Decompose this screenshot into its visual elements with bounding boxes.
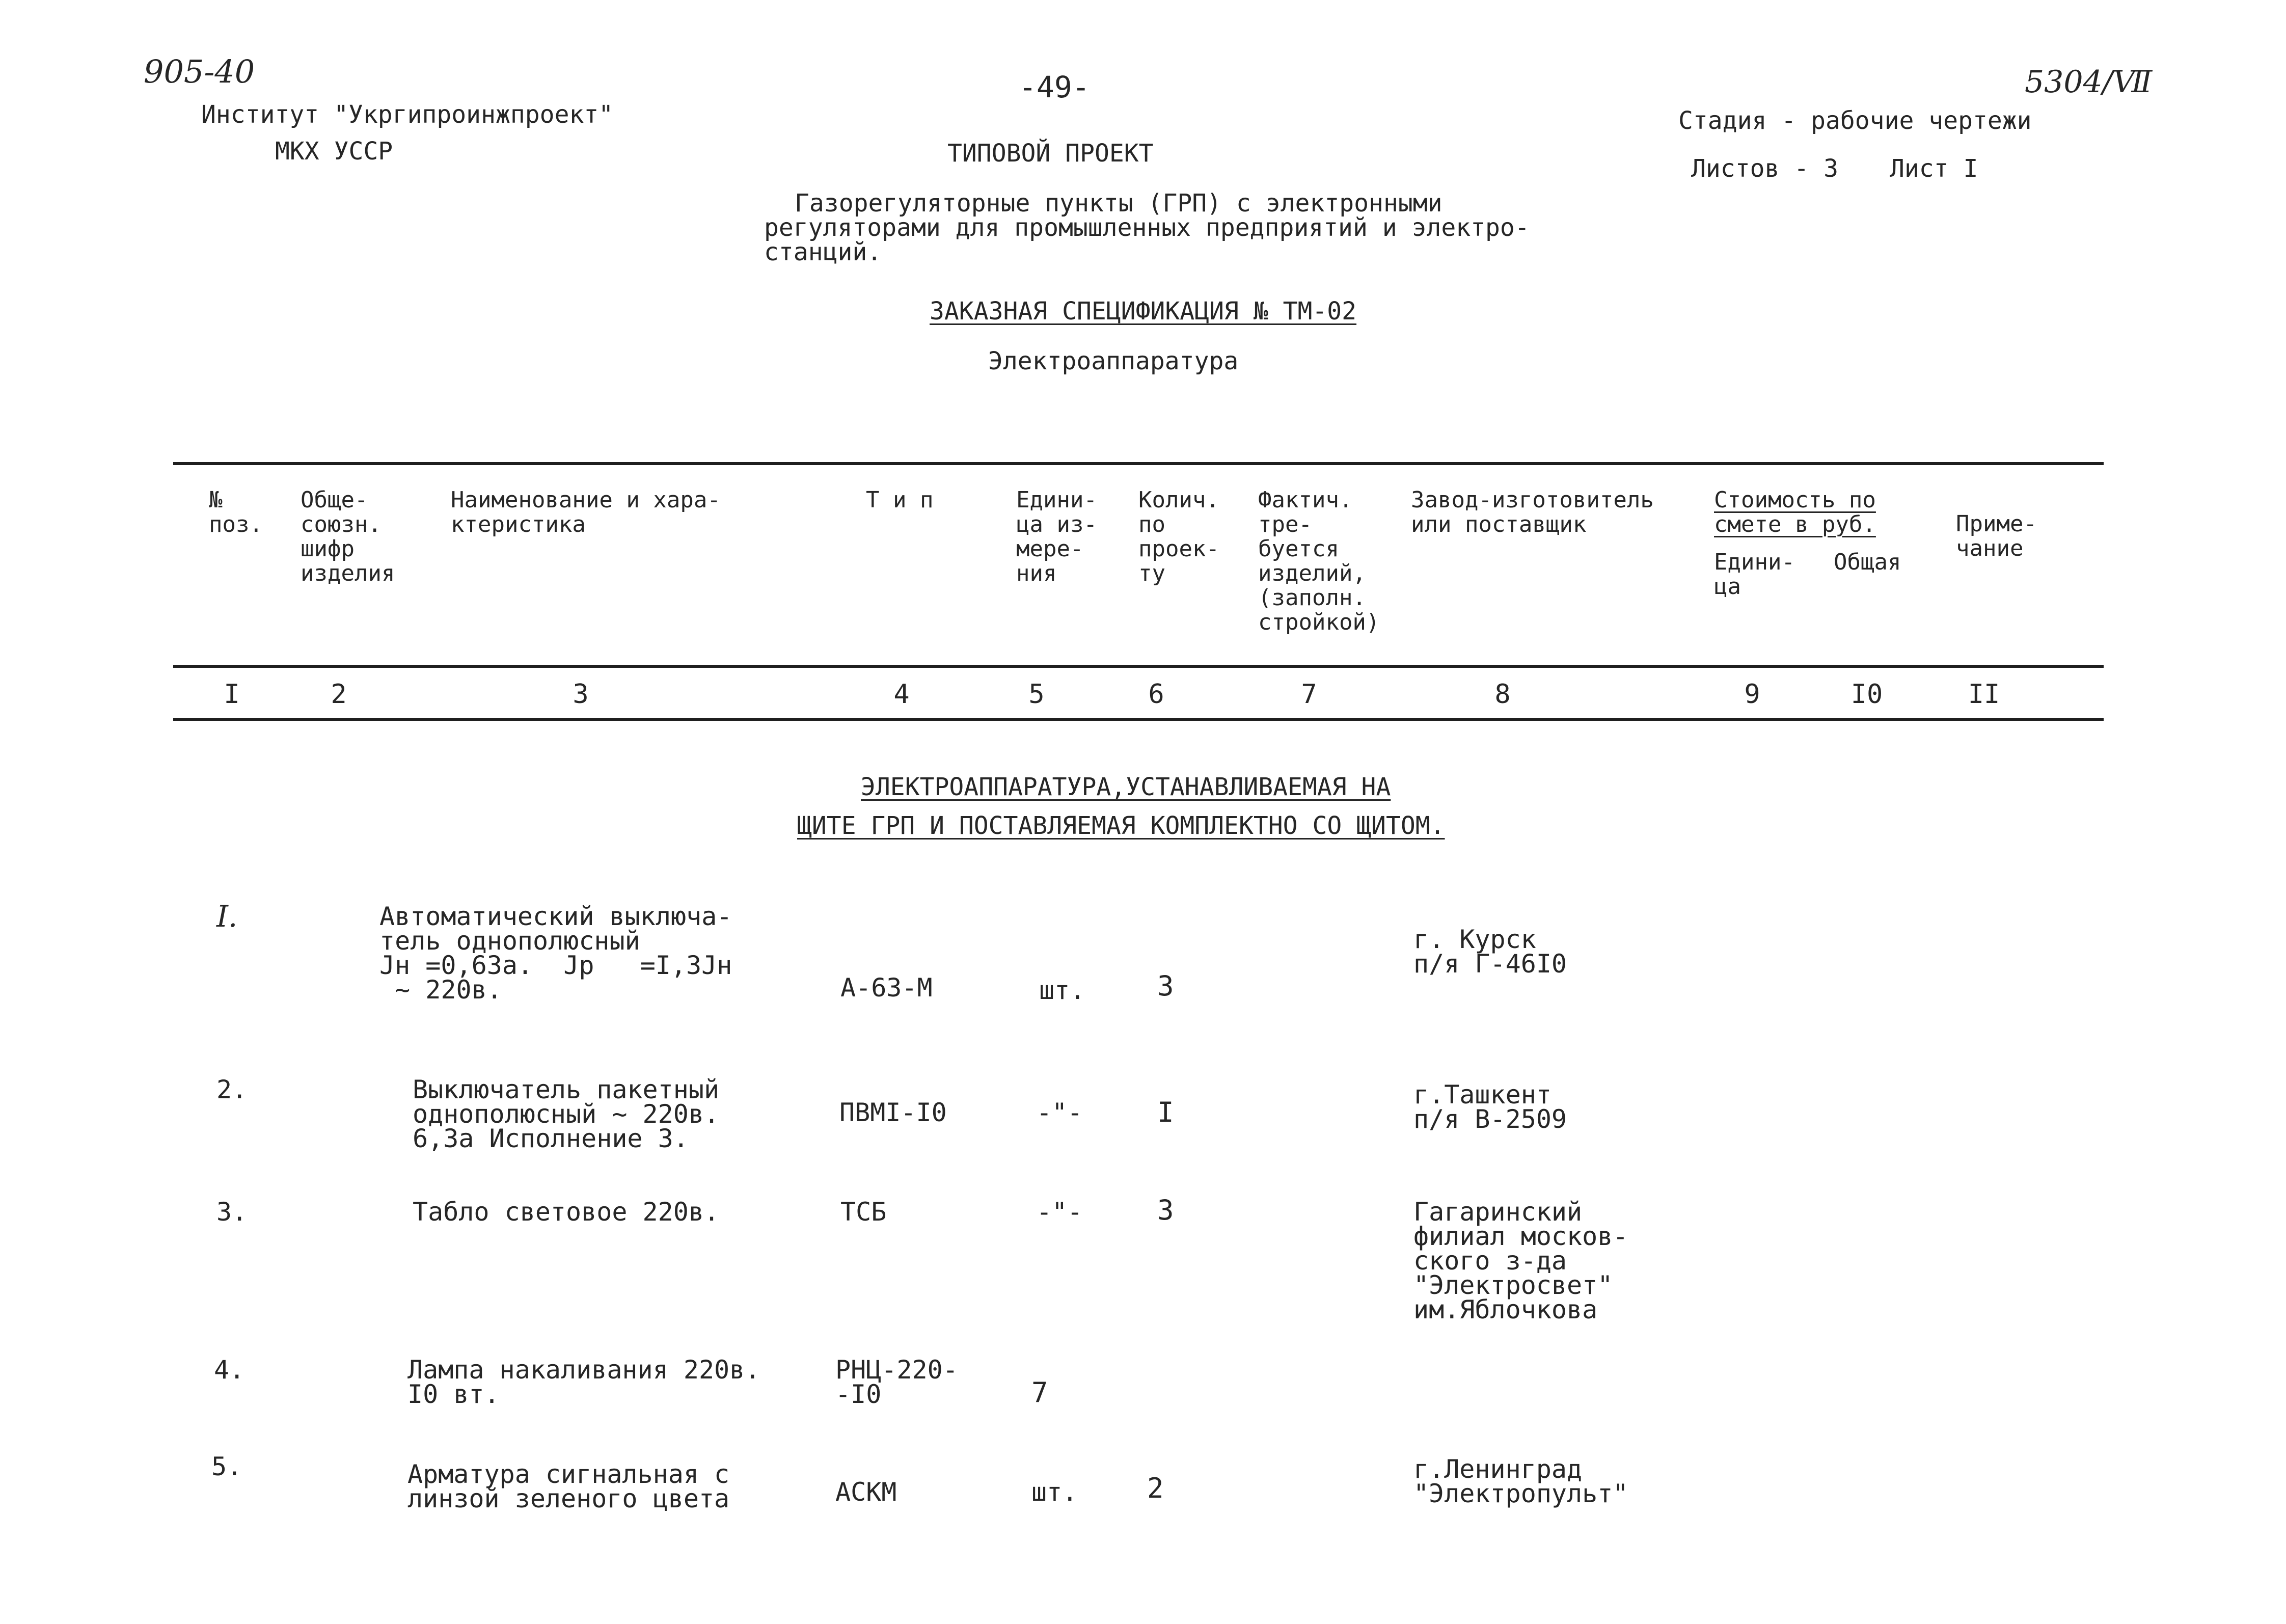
column-number: 6	[1148, 679, 1164, 710]
row-name: Арматура сигнальная с линзой зеленого цвета	[407, 1459, 730, 1513]
row-unit: шт.	[1039, 976, 1085, 1005]
row-qty: 2	[1147, 1472, 1164, 1504]
header-code: Обще- союзн. шифр изделия	[301, 487, 395, 586]
row-maker: Гагаринский филиал москов- ского з-да "Электросвет" им.Яблочкова	[1413, 1197, 1628, 1324]
column-number: 3	[573, 679, 589, 710]
column-number: 5	[1028, 679, 1045, 710]
row-unit: -"-	[1037, 1197, 1083, 1227]
spec-subtitle: Электроаппаратура	[988, 347, 1239, 375]
row-maker: г.Ташкент п/я В-2509	[1413, 1080, 1567, 1134]
row-qty: I	[1157, 1096, 1174, 1128]
description-line-2: регуляторами для промышленных предприятий и электро-	[764, 213, 1530, 242]
stage-label: Стадия - рабочие чертежи	[1678, 106, 2032, 135]
table-header-rule	[173, 665, 2104, 668]
institute-name: Институт "Укргипроинжпроект"	[201, 100, 614, 129]
header-maker: Завод-изготовитель или поставщик	[1411, 487, 1654, 537]
row-unit: шт.	[1031, 1477, 1078, 1507]
column-number: 4	[893, 679, 910, 710]
row-type: А-63-М	[840, 973, 933, 1003]
row-qty: 7	[1031, 1376, 1048, 1409]
column-number: 8	[1494, 679, 1511, 710]
spec-title: ЗАКАЗНАЯ СПЕЦИФИКАЦИЯ № ТМ-02	[930, 297, 1357, 326]
row-type: РНЦ-220- -I0	[835, 1355, 958, 1409]
sheet-number: Лист I	[1890, 154, 1978, 183]
header-type: Т и п	[866, 487, 934, 513]
sheet-code: 5304/Ⅶ	[2025, 64, 2153, 100]
row-pos: 5.	[211, 1452, 242, 1481]
ministry-name: МКХ УССР	[275, 137, 393, 166]
page-number: -49-	[1019, 70, 1090, 104]
doc-type: ТИПОВОЙ ПРОЕКТ	[947, 139, 1154, 168]
column-number: 2	[331, 679, 347, 710]
row-qty: 3	[1157, 1194, 1174, 1226]
header-name: Наименование и хара- ктеристика	[451, 487, 721, 537]
header-unit: Едини- ца из- мере- ния	[1016, 487, 1097, 586]
header-cost-group: Стоимость по смете в руб.	[1714, 487, 1876, 537]
row-type: АСКМ	[835, 1477, 897, 1507]
header-note: Приме- чание	[1956, 511, 2037, 561]
section-heading-line-2: ЩИТЕ ГРП И ПОСТАВЛЯЕМАЯ КОМПЛЕКТНО СО ЩИТОМ.	[797, 811, 1445, 840]
row-type: ПВМI-I0	[839, 1098, 947, 1127]
header-actual: Фактич. тре- буется изделий, (заполн. стройкой)	[1258, 487, 1380, 635]
table-top-rule	[173, 462, 2104, 465]
row-name: Выключатель пакетный однополюсный ~ 220в. 6,3а Исполнение 3.	[413, 1075, 720, 1153]
header-cost-unit: Едини- ца	[1714, 549, 1795, 600]
section-heading-line-1: ЭЛЕКТРОАППАРАТУРА,УСТАНАВЛИВАЕМАЯ НА	[861, 773, 1391, 801]
row-name: Лампа накаливания 220в. I0 вт.	[407, 1355, 760, 1409]
header-cost-total: Общая	[1834, 549, 1901, 575]
row-maker: г. Курск п/я Г-46I0	[1413, 925, 1567, 979]
row-pos: 3.	[216, 1197, 248, 1227]
column-number: 9	[1744, 679, 1760, 710]
row-pos: I.	[216, 899, 238, 934]
sheets-total: Листов - 3	[1691, 154, 1838, 183]
column-number: 7	[1301, 679, 1317, 710]
project-code: 905-40	[144, 53, 255, 90]
row-type: ТСБ	[840, 1197, 887, 1227]
header-pos: № поз.	[209, 487, 263, 537]
row-pos: 2.	[216, 1075, 248, 1104]
column-number: II	[1968, 679, 2000, 710]
description-line-3: станций.	[764, 238, 882, 266]
row-name: Автоматический выключа- тель однополюсный Jн =0,63а. Jр =I,3Jн ~ 220в.	[379, 902, 732, 1005]
description-line-1: Газорегуляторные пункты (ГРП) с электронными	[795, 189, 1443, 218]
row-qty: 3	[1157, 970, 1174, 1002]
row-unit: -"-	[1037, 1098, 1083, 1127]
column-number: I0	[1850, 679, 1883, 710]
row-name: Табло световое 220в.	[413, 1197, 720, 1227]
header-qty: Колич. по проек- ту	[1138, 487, 1219, 586]
table-numbers-rule	[173, 718, 2104, 721]
row-maker: г.Ленинград "Электропульт"	[1413, 1454, 1628, 1508]
row-pos: 4.	[214, 1355, 245, 1385]
column-number: I	[224, 679, 240, 710]
